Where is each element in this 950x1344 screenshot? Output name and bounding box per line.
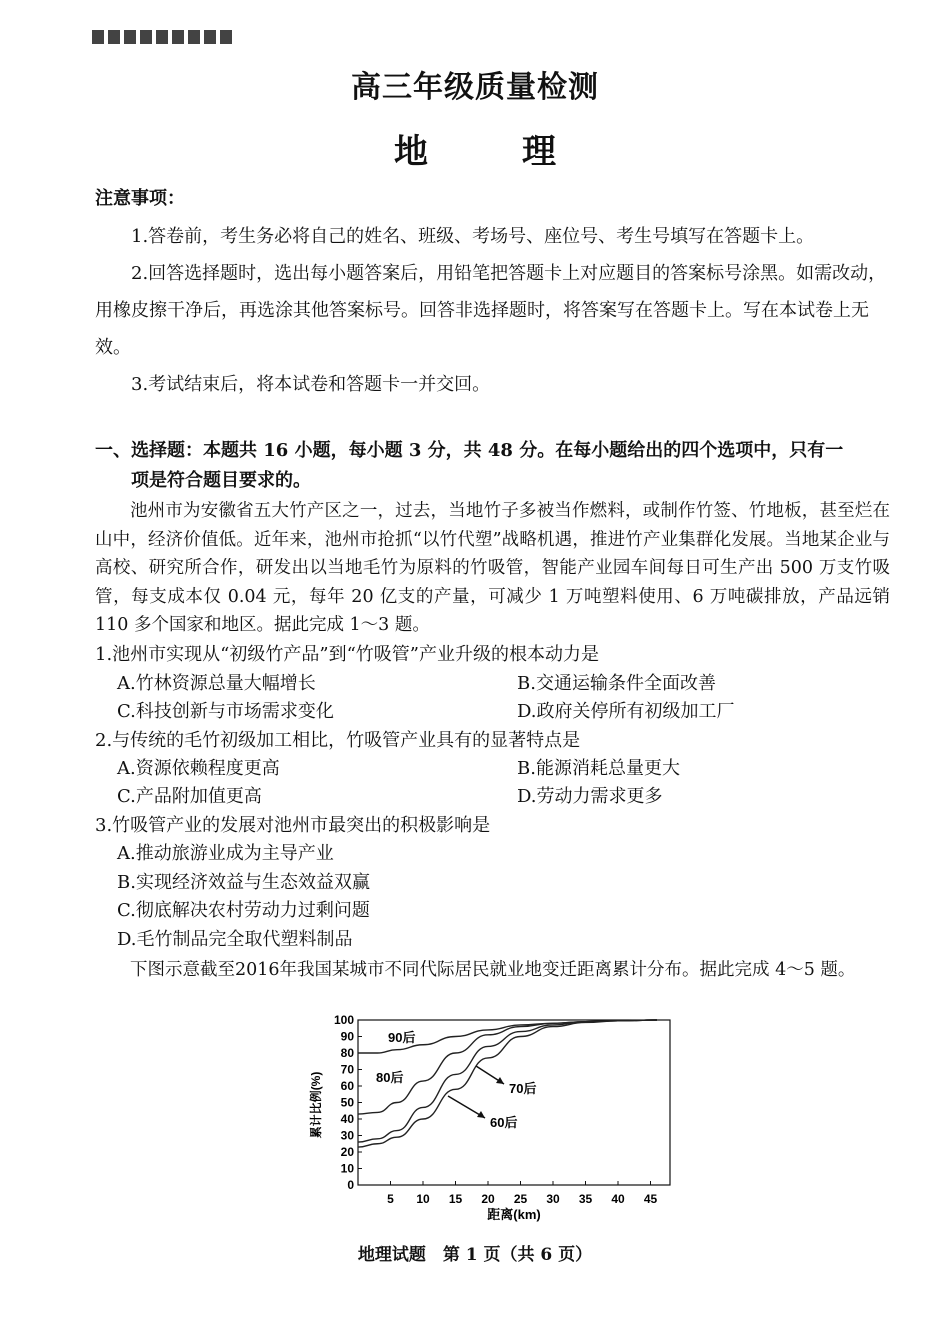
- notice-heading: 注意事项：: [95, 188, 185, 209]
- question-2-option-d: D.劳动力需求更多: [517, 786, 663, 807]
- y-tick-label: 0: [347, 1178, 354, 1192]
- x-tick-label: 45: [643, 1192, 658, 1206]
- passage-2: [95, 956, 890, 985]
- cumulative-distance-chart: [300, 1010, 700, 1230]
- passage-1-text: 池州市为安徽省五大竹产区之一，过去，当地竹子多被当作燃料，或制作竹签、竹地板，甚至烂在山中，经济价值低。近年来，池州市抢抓“以竹代塑”战略机遇，推进竹产业集群化发展。当地某企业与高校、研究所合作，研发出以当地毛竹为原料的竹吸管，智能产业园车间每日可生产出 500 万支竹吸管，每支成本仅 0.04 元，每年 20 亿支的产量，可减少 1 万吨塑料使用、6 万吨碳排放，产品远销 110 多个国家和地区。据此完成 1～3 题。: [95, 501, 890, 636]
- subject-title: 地 理: [394, 132, 586, 172]
- page-title: 高三年级质量检测: [351, 70, 599, 105]
- y-tick-label: 80: [340, 1046, 354, 1060]
- question-2-option-a: A.资源依赖程度更高: [117, 758, 280, 779]
- notice-list: [95, 218, 890, 403]
- passage-1: [95, 497, 890, 640]
- section-heading-line2: 项是符合题目要求的。: [131, 470, 311, 491]
- x-tick-label: 40: [611, 1192, 625, 1206]
- y-tick-label: 50: [340, 1095, 354, 1110]
- y-tick-label: 10: [340, 1161, 354, 1176]
- y-tick-label: 40: [340, 1112, 354, 1126]
- x-tick-label: 35: [578, 1192, 593, 1206]
- y-tick-label: 70: [340, 1062, 354, 1077]
- question-1-option-b: B.交通运输条件全面改善: [517, 673, 716, 694]
- question-2-stem: 2.与传统的毛竹初级加工相比，竹吸管产业具有的显著特点是: [95, 730, 581, 751]
- x-tick-label: 30: [546, 1192, 560, 1206]
- question-3-option-a: A.推动旅游业成为主导产业: [117, 843, 334, 864]
- notice-item: 2.回答选择题时，选出每小题答案后，用铅笔把答题卡上对应题目的答案标号涂黑。如需改动，用橡皮擦干净后，再选涂其他答案标号。回答非选择题时，将答案写在答题卡上。写在本试卷上无效。: [95, 263, 887, 358]
- x-tick-label: 15: [448, 1192, 463, 1206]
- x-tick-label: 25: [513, 1192, 528, 1206]
- question-3-option-b: B.实现经济效益与生态效益双赢: [117, 872, 370, 893]
- y-axis-label: 累计比例(%): [309, 1071, 323, 1139]
- question-3-option-c: C.彻底解决农村劳动力过剩问题: [117, 900, 370, 921]
- y-tick-label: 100: [333, 1013, 354, 1027]
- page-footer: 地理试题 第 1 页（共 6 页）: [357, 1245, 593, 1265]
- series-label-90: 90后: [388, 1030, 416, 1045]
- y-tick-label: 20: [340, 1145, 354, 1159]
- question-1-option-a: A.竹林资源总量大幅增长: [117, 673, 316, 694]
- y-tick-label: 90: [340, 1029, 354, 1044]
- question-2-option-b: B.能源消耗总量更大: [517, 758, 680, 779]
- scan-artifact: [92, 30, 232, 44]
- x-tick-label: 5: [387, 1192, 394, 1206]
- passage-2-text: 下图示意截至2016年我国某城市不同代际居民就业地变迁距离累计分布。据此完成 4～5 题。: [130, 960, 856, 980]
- question-1-option-c: C.科技创新与市场需求变化: [117, 701, 334, 722]
- x-tick-label: 10: [416, 1192, 430, 1206]
- y-tick-label: 60: [340, 1079, 354, 1093]
- series-label-70: 70后: [509, 1081, 537, 1096]
- section-heading: [95, 436, 890, 496]
- series-label-80: 80后: [376, 1070, 404, 1085]
- question-1-stem: 1.池州市实现从“初级竹产品”到“竹吸管”产业升级的根本动力是: [95, 644, 599, 665]
- x-tick-label: 20: [481, 1192, 495, 1206]
- question-3-stem: 3.竹吸管产业的发展对池州市最突出的积极影响是: [95, 815, 491, 836]
- question-3-option-d: D.毛竹制品完全取代塑料制品: [117, 929, 353, 950]
- notice-item: 1.答卷前，考生务必将自己的姓名、班级、考场号、座位号、考生号填写在答题卡上。: [131, 226, 815, 247]
- x-axis-label: 距离(km): [487, 1207, 541, 1222]
- question-2-option-c: C.产品附加值更高: [117, 786, 262, 807]
- series-label-60: 60后: [490, 1115, 518, 1130]
- section-heading-line1: 一、选择题：本题共 16 小题，每小题 3 分，共 48 分。在每小题给出的四个选项中，只有一: [95, 440, 844, 461]
- notice-item: 3.考试结束后，将本试卷和答题卡一并交回。: [131, 374, 491, 395]
- y-tick-label: 30: [340, 1128, 354, 1143]
- question-1-option-d: D.政府关停所有初级加工厂: [517, 701, 735, 722]
